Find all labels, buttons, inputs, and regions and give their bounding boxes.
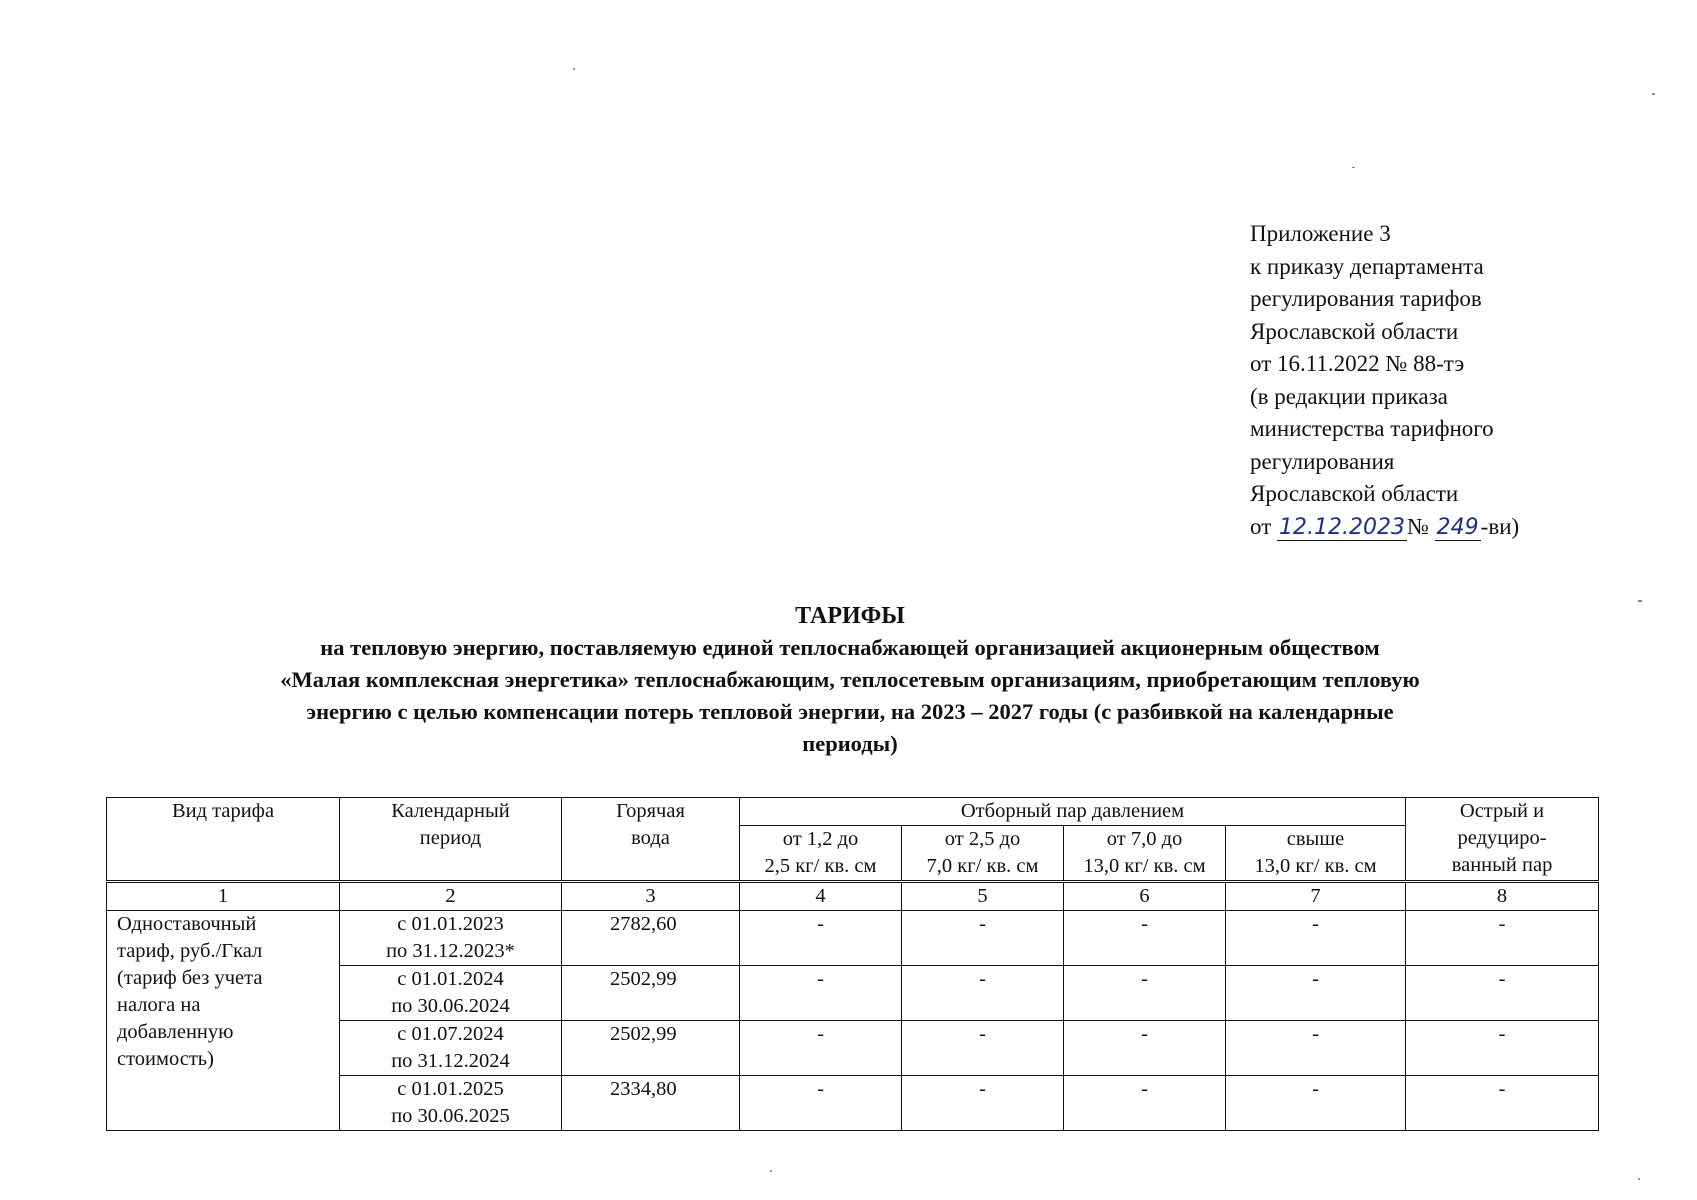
pressure-1-rate: - bbox=[740, 1076, 902, 1131]
title-main: ТАРИФЫ bbox=[795, 603, 905, 629]
header-pressure-1: от 1,2 до 2,5 кг/ кв. см bbox=[740, 826, 902, 882]
pressure-2-rate: - bbox=[902, 911, 1064, 966]
header-calendar-period: Календарный период bbox=[340, 798, 562, 882]
appendix-line: Ярославской области bbox=[1250, 318, 1459, 344]
header-sharp-steam: Острый и редуциро- ванный пар bbox=[1406, 798, 1599, 882]
hot-water-rate: 2502,99 bbox=[562, 1021, 740, 1076]
column-number: 6 bbox=[1064, 882, 1226, 911]
pressure-4-rate: - bbox=[1226, 1076, 1406, 1131]
appendix-line: министерства тарифного bbox=[1250, 416, 1494, 441]
pressure-4-rate: - bbox=[1226, 911, 1406, 966]
hot-water-rate: 2782,60 bbox=[562, 911, 740, 966]
hot-water-rate: 2502,99 bbox=[562, 966, 740, 1021]
tariff-table bbox=[106, 797, 1599, 1131]
column-number-row bbox=[107, 882, 1599, 911]
scan-speck bbox=[1638, 1178, 1640, 1180]
title-subtitle-line: «Малая комплексная энергетика» теплоснабжающим, теплосетевым организациям, приобретающим тепловую bbox=[280, 667, 1420, 692]
appendix-line: регулирования тарифов bbox=[1250, 286, 1482, 311]
appendix-order-line bbox=[1250, 511, 1519, 545]
appendix-line: Приложение 3 bbox=[1250, 221, 1391, 246]
period-cell: с 01.01.2024 по 30.06.2024 bbox=[340, 966, 562, 1021]
title-subtitle-line: энергию с целью компенсации потерь тепловой энергии, на 2023 – 2027 годы (с разбивкой на календарные bbox=[306, 699, 1394, 724]
column-number: 8 bbox=[1406, 882, 1599, 911]
header-steam-group: Отборный пар давлением bbox=[740, 798, 1406, 826]
column-number: 3 bbox=[562, 882, 740, 911]
pressure-3-rate: - bbox=[1064, 911, 1226, 966]
appendix-line: от 16.11.2022 № 88-тэ bbox=[1250, 351, 1465, 376]
column-number: 1 bbox=[107, 882, 340, 911]
scan-speck bbox=[573, 68, 575, 70]
hot-water-rate: 2334,80 bbox=[562, 1076, 740, 1131]
order-number-sign: № bbox=[1406, 513, 1429, 539]
pressure-4-rate: - bbox=[1226, 1021, 1406, 1076]
pressure-3-rate: - bbox=[1064, 1076, 1226, 1131]
pressure-2-rate: - bbox=[902, 1021, 1064, 1076]
appendix-note bbox=[1250, 218, 1519, 544]
appendix-line: к приказу департамента bbox=[1250, 253, 1484, 279]
header-pressure-3: от 7,0 до 13,0 кг/ кв. см bbox=[1064, 826, 1226, 882]
title-subtitle-line: на тепловую энергию, поставляемую единой теплоснабжающей организацией акционерным обществом bbox=[320, 635, 1380, 660]
header-pressure-4: свыше 13,0 кг/ кв. см bbox=[1226, 826, 1406, 882]
pressure-3-rate: - bbox=[1064, 1021, 1226, 1076]
appendix-line: Ярославской области bbox=[1250, 481, 1459, 506]
appendix-line: (в редакции приказа bbox=[1250, 383, 1448, 409]
document-title bbox=[140, 600, 1560, 760]
order-prefix: от bbox=[1250, 513, 1272, 539]
column-number: 5 bbox=[902, 882, 1064, 911]
pressure-1-rate: - bbox=[740, 1021, 902, 1076]
pressure-2-rate: - bbox=[902, 966, 1064, 1021]
sharp-steam-rate: - bbox=[1406, 911, 1599, 966]
header-tariff-type: Вид тарифа bbox=[107, 798, 340, 882]
order-suffix: -ви) bbox=[1480, 513, 1520, 539]
period-cell: с 01.01.2023 по 31.12.2023* bbox=[340, 911, 562, 966]
table-row bbox=[107, 911, 1599, 966]
pressure-1-rate: - bbox=[740, 911, 902, 966]
header-row bbox=[107, 798, 1599, 826]
appendix-line: регулирования bbox=[1250, 448, 1395, 474]
tariff-type-label: Одноставочный тариф, руб./Гкал (тариф без учета налога на добавленную стоимость) bbox=[107, 911, 340, 1131]
title-subtitle-line: периоды) bbox=[802, 731, 898, 756]
column-number: 2 bbox=[340, 882, 562, 911]
handwritten-order-number: 249 bbox=[1436, 514, 1479, 540]
sharp-steam-rate: - bbox=[1406, 1021, 1599, 1076]
handwritten-order-date: 12.12.2023 bbox=[1279, 514, 1405, 540]
pressure-3-rate: - bbox=[1064, 966, 1226, 1021]
scan-speck bbox=[1352, 167, 1355, 168]
header-hot-water: Горячая вода bbox=[562, 798, 740, 882]
scan-speck bbox=[1638, 600, 1642, 602]
scan-speck bbox=[1652, 93, 1655, 95]
column-number: 7 bbox=[1226, 882, 1406, 911]
scan-speck bbox=[770, 1170, 772, 1172]
pressure-4-rate: - bbox=[1226, 966, 1406, 1021]
sharp-steam-rate: - bbox=[1406, 1076, 1599, 1131]
pressure-2-rate: - bbox=[902, 1076, 1064, 1131]
column-number: 4 bbox=[740, 882, 902, 911]
period-cell: с 01.01.2025 по 30.06.2025 bbox=[340, 1076, 562, 1131]
period-cell: с 01.07.2024 по 31.12.2024 bbox=[340, 1021, 562, 1076]
sharp-steam-rate: - bbox=[1406, 966, 1599, 1021]
pressure-1-rate: - bbox=[740, 966, 902, 1021]
header-pressure-2: от 2,5 до 7,0 кг/ кв. см bbox=[902, 826, 1064, 882]
